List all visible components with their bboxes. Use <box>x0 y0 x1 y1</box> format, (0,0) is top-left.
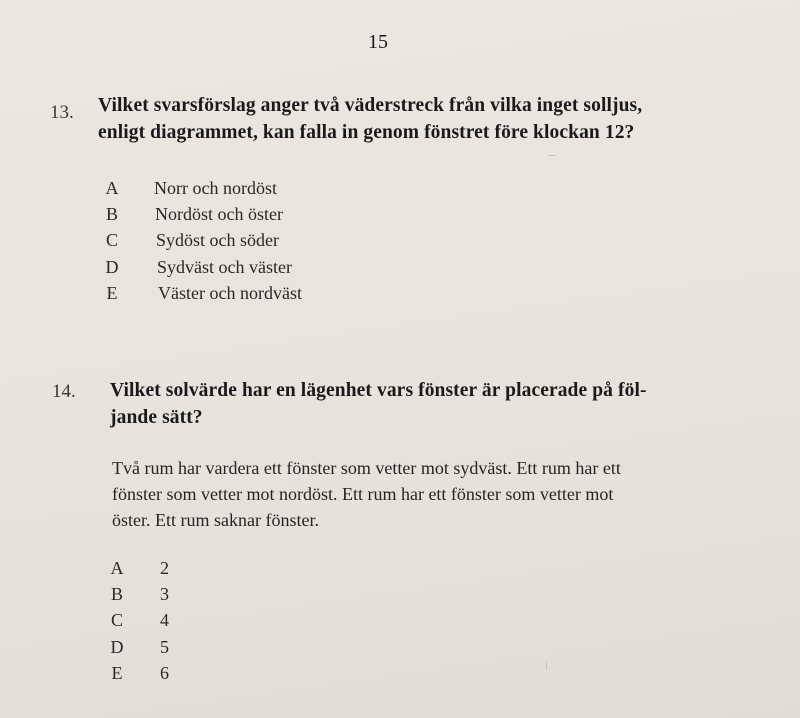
option-text: Norr och nordöst <box>154 178 277 198</box>
option-text: Nordöst och öster <box>155 204 283 225</box>
page-number: 15 <box>368 31 388 53</box>
body-line: öster. Ett rum saknar fönster. <box>112 510 319 530</box>
option-letter: E <box>111 662 123 683</box>
option-text: Väster och nordväst <box>158 282 302 303</box>
option-text: 3 <box>160 584 169 605</box>
paper-mark <box>546 662 547 670</box>
question-text-line: enligt diagrammet, kan falla in genom fönstret före klockan 12? <box>98 122 635 143</box>
option-letter: E <box>106 282 118 303</box>
option-text: 2 <box>160 558 169 578</box>
question-body <box>112 455 621 533</box>
option-letter: B <box>110 584 123 605</box>
question-text-line: Vilket svarsförslag anger två väderstreck från vilka inget solljus, <box>98 95 643 116</box>
option-letter: A <box>105 178 119 198</box>
body-line: fönster som vetter mot nordöst. Ett rum har ett fönster som vetter mot <box>112 484 614 504</box>
option-text: 4 <box>160 610 169 631</box>
body-line: Två rum har vardera ett fönster som vetter mot sydväst. Ett rum har ett <box>112 458 621 478</box>
question-text-line: Vilket solvärde har en lägenhet vars fönster är placerade på föl- <box>110 380 647 401</box>
question-number: 14. <box>52 381 76 402</box>
option-letter: C <box>105 230 118 251</box>
option-letter: B <box>105 204 118 225</box>
option-text: 5 <box>160 636 169 657</box>
question-text <box>98 92 642 146</box>
option-letter: D <box>110 636 124 657</box>
question-text-line: jande sätt? <box>110 407 203 428</box>
option-letter: A <box>110 558 124 578</box>
paper-mark <box>548 155 556 156</box>
option-letter: C <box>110 610 123 631</box>
question-number: 13. <box>50 102 74 123</box>
option-text: Sydväst och väster <box>157 256 292 277</box>
option-text: 6 <box>160 662 169 683</box>
question-text <box>110 377 647 431</box>
option-letter: D <box>105 256 119 277</box>
option-text: Sydöst och söder <box>156 230 279 251</box>
